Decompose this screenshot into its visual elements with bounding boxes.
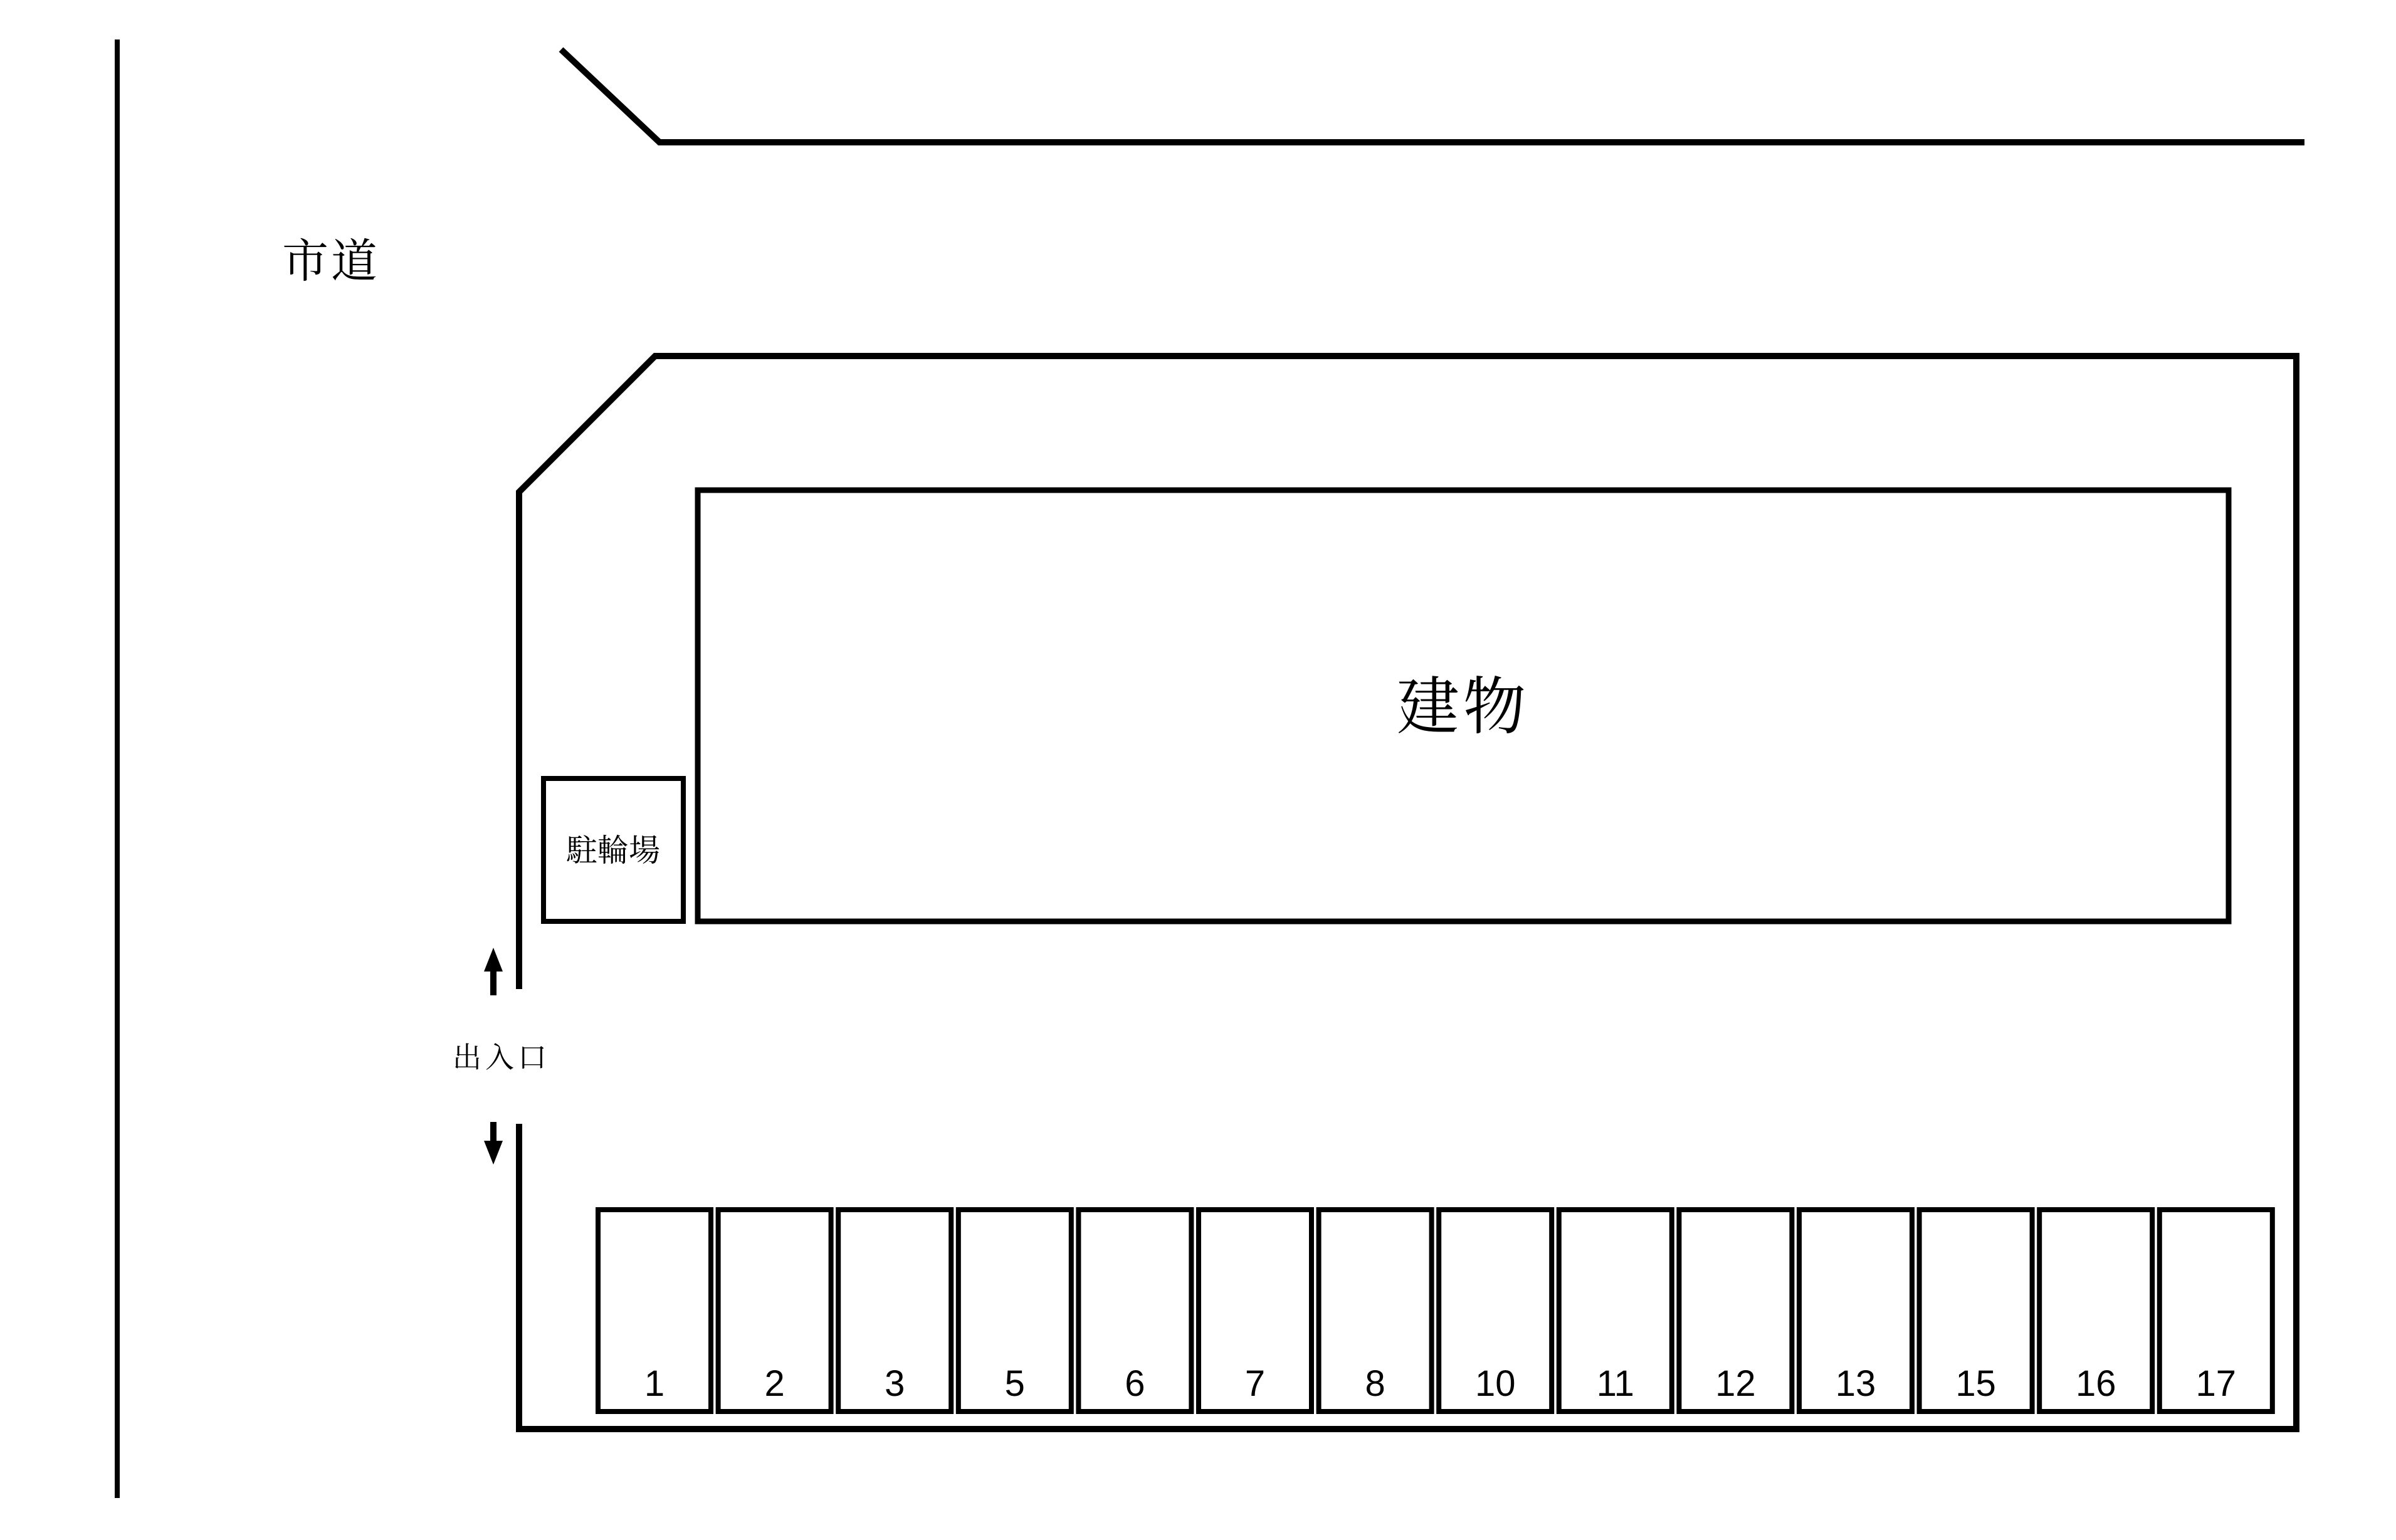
parking-stall-number: 5 [1004, 1363, 1025, 1404]
city-road-top-edge-line [561, 50, 2304, 142]
parking-stall-number: 2 [764, 1363, 785, 1404]
entrance-out-arrow-icon [484, 1122, 503, 1165]
parking-stall-number: 7 [1244, 1363, 1266, 1404]
parking-stall-number: 8 [1365, 1363, 1385, 1404]
parking-stall-number: 17 [2195, 1363, 2237, 1404]
parking-stall-number: 16 [2075, 1363, 2116, 1404]
parking-stall-number: 10 [1474, 1363, 1516, 1404]
parking-stalls [598, 1210, 2273, 1412]
parking-stall-number: 3 [885, 1363, 905, 1404]
city-road-label: 市道 [282, 235, 380, 287]
parking-stall-number: 1 [644, 1363, 665, 1404]
parking-stall-number: 11 [1596, 1363, 1634, 1404]
entrance-in-arrow-icon [484, 948, 503, 995]
parking-stall-number: 12 [1715, 1363, 1756, 1404]
parking-stall-number: 6 [1125, 1363, 1145, 1404]
parking-stall-number: 15 [1955, 1363, 1996, 1404]
bicycle-parking-label: 駐輪場 [566, 833, 660, 868]
entrance-label: 出入口 [453, 1041, 550, 1074]
building-label: 建物 [1397, 672, 1530, 742]
parking-stall-number: 13 [1835, 1363, 1876, 1404]
